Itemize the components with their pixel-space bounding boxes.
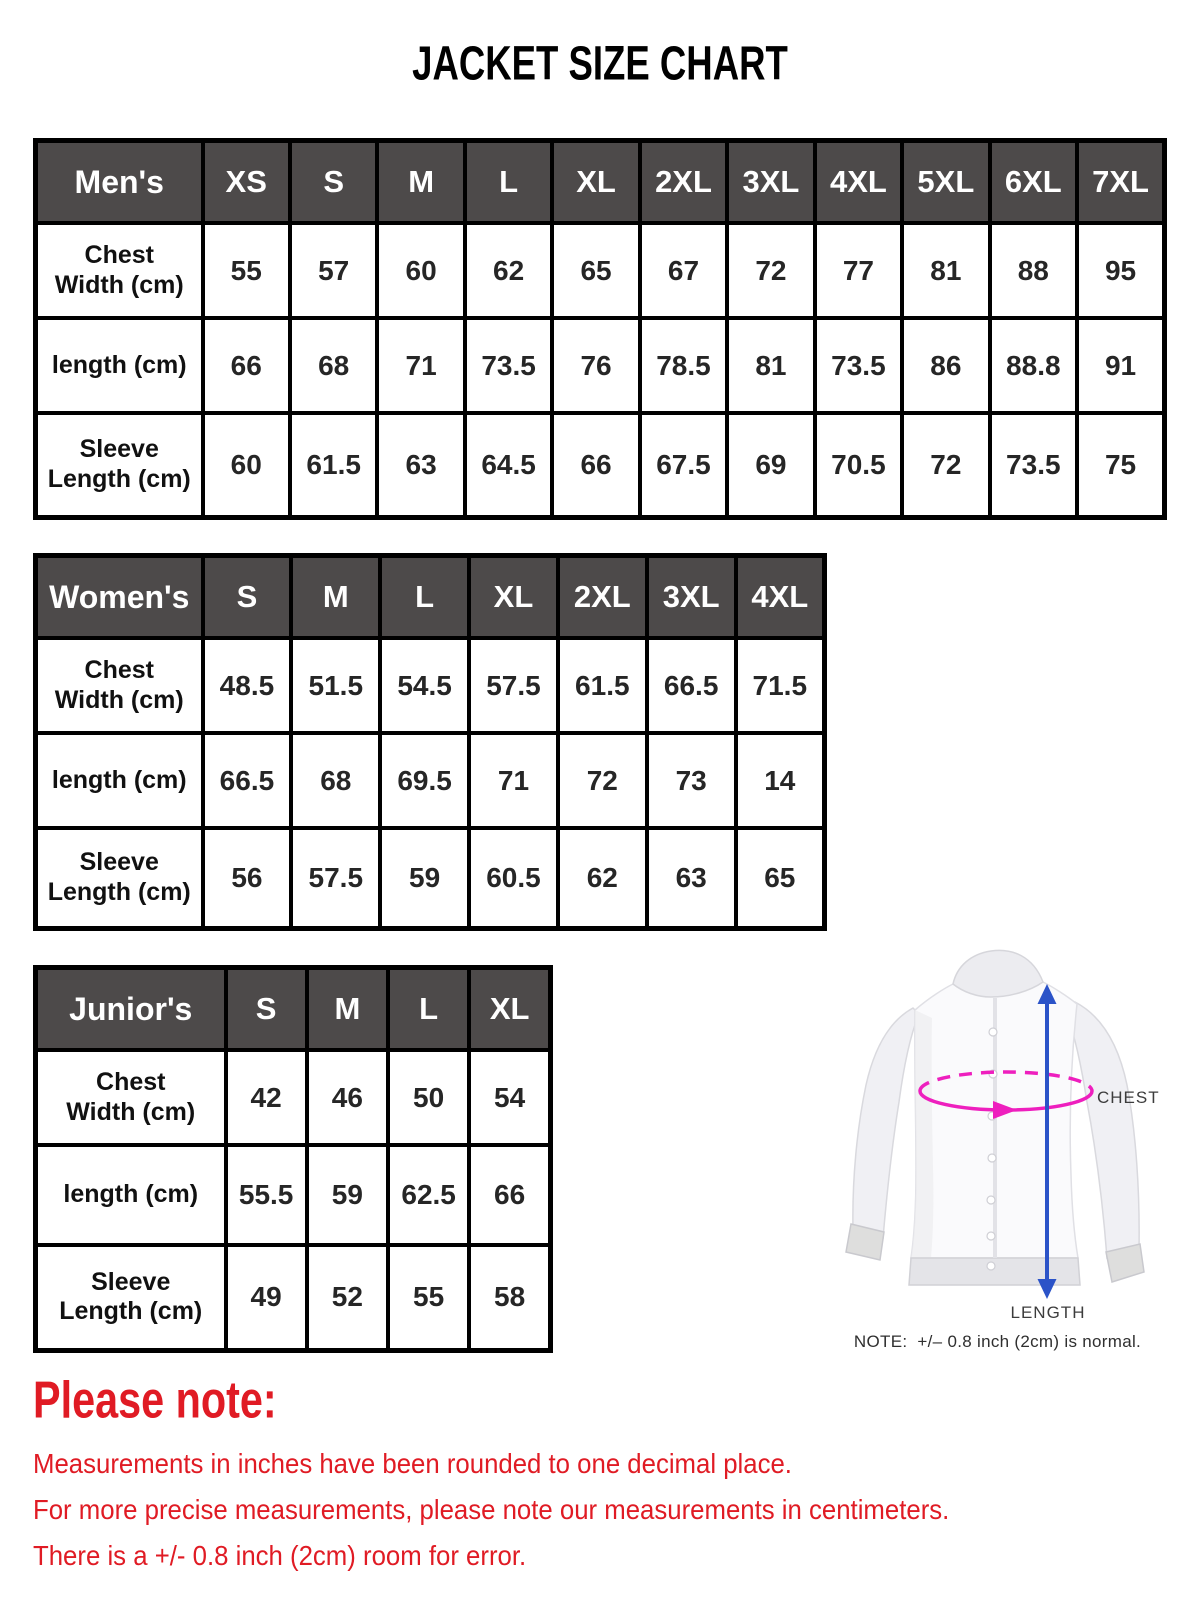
table-row [36,1145,551,1245]
value-cell: 52 [307,1245,388,1350]
value-cell: 58 [469,1245,550,1350]
value-cell: 65 [736,828,825,928]
value-cell: 67.5 [640,413,727,517]
mens-size-header: 6XL [990,141,1077,224]
value-cell: 57.5 [469,638,558,733]
row-label: Sleeve Length (cm) [36,828,203,928]
row-label: length (cm) [36,1145,226,1245]
value-cell: 64.5 [465,413,552,517]
please-note-line-1: Measurements in inches have been rounded to one decimal place. [33,1448,792,1479]
value-cell: 66 [469,1145,550,1245]
value-cell: 59 [380,828,469,928]
value-cell: 86 [902,318,989,413]
mens-size-header: 2XL [640,141,727,224]
juniors-table-title: Junior's [36,968,226,1051]
value-cell: 75 [1077,413,1164,517]
value-cell: 62.5 [388,1145,469,1245]
value-cell: 54 [469,1050,550,1145]
value-cell: 71 [469,733,558,828]
value-cell: 57 [290,223,377,318]
row-label: Chest Width (cm) [36,638,203,733]
table-row [36,1050,551,1145]
value-cell: 14 [736,733,825,828]
value-cell: 70.5 [815,413,902,517]
value-cell: 71 [377,318,464,413]
mens-size-table [33,138,1167,520]
value-cell: 56 [203,828,292,928]
row-label: Chest Width (cm) [36,223,203,318]
mens-size-header: M [377,141,464,224]
mens-table-title: Men's [36,141,203,224]
value-cell: 67 [640,223,727,318]
value-cell: 72 [558,733,647,828]
value-cell: 72 [727,223,814,318]
chest-label: CHEST [1097,1088,1160,1107]
value-cell: 62 [465,223,552,318]
value-cell: 76 [552,318,639,413]
jacket-collar [953,950,1043,997]
juniors-size-header: L [388,968,469,1051]
juniors-size-header: XL [469,968,550,1051]
womens-size-header: 3XL [647,556,736,639]
jacket-measurement-diagram [795,940,1200,1325]
value-cell: 66.5 [647,638,736,733]
value-cell: 71.5 [736,638,825,733]
value-cell: 57.5 [291,828,380,928]
value-cell: 72 [902,413,989,517]
value-cell: 69 [727,413,814,517]
womens-header-row [36,556,825,639]
value-cell: 63 [377,413,464,517]
table-row [36,318,1165,413]
mens-size-header: L [465,141,552,224]
value-cell: 77 [815,223,902,318]
table-row [36,828,825,928]
womens-size-header: 4XL [736,556,825,639]
value-cell: 66.5 [203,733,292,828]
value-cell: 54.5 [380,638,469,733]
juniors-header-row [36,968,551,1051]
please-note-title: Please note: [33,1370,277,1429]
value-cell: 91 [1077,318,1164,413]
row-label: Chest Width (cm) [36,1050,226,1145]
womens-size-header: XL [469,556,558,639]
value-cell: 46 [307,1050,388,1145]
womens-size-table [33,553,827,931]
value-cell: 55.5 [226,1145,307,1245]
juniors-size-table [33,965,553,1353]
value-cell: 61.5 [558,638,647,733]
womens-size-header: M [291,556,380,639]
value-cell: 88 [990,223,1077,318]
value-cell: 66 [552,413,639,517]
value-cell: 60.5 [469,828,558,928]
table-row [36,223,1165,318]
mens-size-header: S [290,141,377,224]
womens-size-header: L [380,556,469,639]
value-cell: 61.5 [290,413,377,517]
value-cell: 60 [377,223,464,318]
value-cell: 95 [1077,223,1164,318]
value-cell: 62 [558,828,647,928]
table-row [36,1245,551,1350]
value-cell: 73.5 [465,318,552,413]
jacket-illustration [795,940,1200,1325]
mens-header-row [36,141,1165,224]
womens-size-header: S [203,556,292,639]
value-cell: 65 [552,223,639,318]
page-title: JACKET SIZE CHART [412,37,788,91]
mens-size-header: 3XL [727,141,814,224]
value-cell: 73 [647,733,736,828]
value-cell: 60 [203,413,290,517]
value-cell: 69.5 [380,733,469,828]
womens-table-title: Women's [36,556,203,639]
value-cell: 48.5 [203,638,292,733]
table-row [36,413,1165,517]
value-cell: 49 [226,1245,307,1350]
value-cell: 81 [727,318,814,413]
value-cell: 68 [290,318,377,413]
value-cell: 73.5 [990,413,1077,517]
jacket-left-sleeve [853,1008,919,1238]
value-cell: 50 [388,1050,469,1145]
row-label: Sleeve Length (cm) [36,413,203,517]
value-cell: 81 [902,223,989,318]
mens-size-header: 5XL [902,141,989,224]
table-row [36,638,825,733]
jacket-right-sleeve [1066,1002,1139,1258]
table-row [36,733,825,828]
mens-size-header: XS [203,141,290,224]
value-cell: 88.8 [990,318,1077,413]
value-cell: 66 [203,318,290,413]
please-note-line-2: For more precise measurements, please note our measurements in centimeters. [33,1494,950,1525]
value-cell: 55 [388,1245,469,1350]
value-cell: 55 [203,223,290,318]
tolerance-note: NOTE: +/– 0.8 inch (2cm) is normal. [853,1332,1142,1351]
row-label: Sleeve Length (cm) [36,1245,226,1350]
value-cell: 63 [647,828,736,928]
value-cell: 78.5 [640,318,727,413]
please-note-line-3: There is a +/- 0.8 inch (2cm) room for error. [33,1540,527,1571]
value-cell: 51.5 [291,638,380,733]
value-cell: 68 [291,733,380,828]
juniors-size-header: M [307,968,388,1051]
value-cell: 73.5 [815,318,902,413]
womens-size-header: 2XL [558,556,647,639]
mens-size-header: XL [552,141,639,224]
value-cell: 59 [307,1145,388,1245]
mens-size-header: 4XL [815,141,902,224]
value-cell: 42 [226,1050,307,1145]
row-label: length (cm) [36,733,203,828]
juniors-size-header: S [226,968,307,1051]
row-label: length (cm) [36,318,203,413]
length-label: LENGTH [1010,1303,1086,1322]
mens-size-header: 7XL [1077,141,1164,224]
